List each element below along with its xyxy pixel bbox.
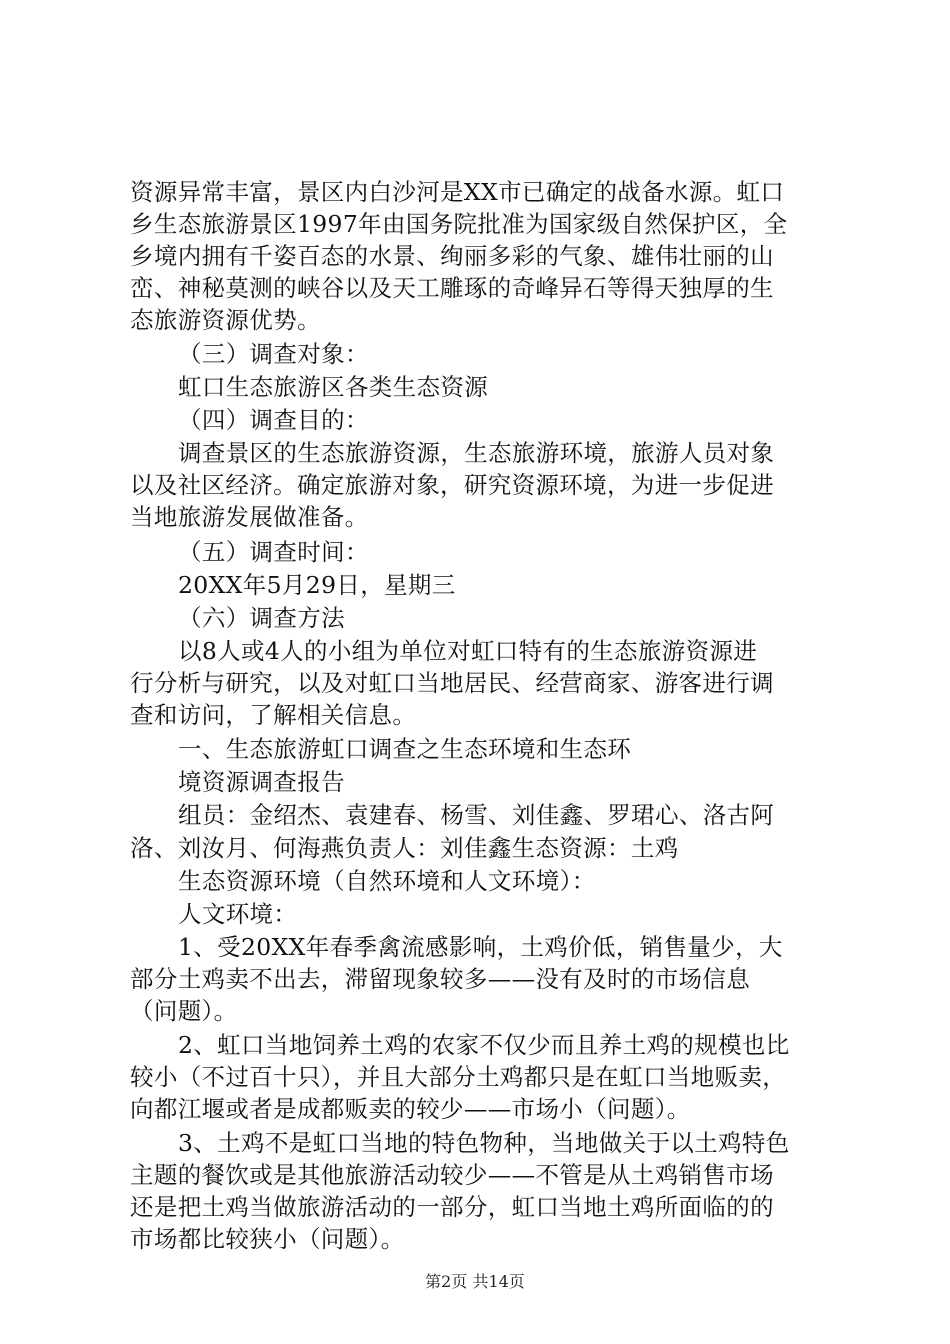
paragraph-line: 1、受20XX年春季禽流感影响，土鸡价低，销售量少，大: [178, 933, 783, 961]
paragraph-line: 20XX年5月29日，星期三: [178, 571, 456, 599]
paragraph-line: 主题的餐饮或是其他旅游活动较少——不管是从土鸡销售市场: [130, 1161, 774, 1189]
paragraph-line: 部分土鸡卖不出去，滞留现象较多——没有及时的市场信息: [130, 965, 751, 993]
paragraph-line: 较小（不过百十只），并且大部分土鸡都只是在虹口当地贩卖，: [130, 1063, 787, 1091]
section-heading: （四）调查目的：: [178, 406, 369, 434]
paragraph-line: 生态资源环境（自然环境和人文环境）：: [178, 867, 596, 895]
paragraph-line: 组员：金绍杰、袁建春、杨雪、刘佳鑫、罗珺心、洛古阿: [178, 801, 775, 829]
section-heading: 境资源调查报告: [178, 768, 345, 796]
page-number-footer: 第2页 共14页: [425, 1272, 525, 1291]
paragraph-line: 查和访问，了解相关信息。: [130, 701, 417, 729]
paragraph-line: 3、土鸡不是虹口当地的特色物种，当地做关于以土鸡特色: [178, 1129, 790, 1157]
paragraph-line: 以及社区经济。确定旅游对象，研究资源环境，为进一步促进: [130, 471, 774, 499]
paragraph-line: 2、虹口当地饲养土鸡的农家不仅少而且养土鸡的规模也比: [178, 1031, 790, 1059]
paragraph-line: 以8人或4人的小组为单位对虹口特有的生态旅游资源进: [178, 637, 758, 665]
paragraph-line: 乡生态旅游景区1997年由国务院批准为国家级自然保护区，全: [130, 210, 788, 238]
section-heading: （六）调查方法: [178, 604, 345, 632]
paragraph-line: 调查景区的生态旅游资源，生态旅游环境，旅游人员对象: [178, 439, 775, 467]
section-heading: 一、生态旅游虹口调查之生态环境和生态环: [178, 735, 632, 763]
paragraph-line: 虹口生态旅游区各类生态资源: [178, 373, 489, 401]
paragraph-line: 资源异常丰富，景区内白沙河是XX市已确定的战备水源。虹口: [130, 178, 785, 206]
paragraph-line: 洛、刘汝月、何海燕负责人：刘佳鑫生态资源：土鸡: [130, 834, 679, 862]
paragraph-line: 乡境内拥有千姿百态的水景、绚丽多彩的气象、雄伟壮丽的山: [130, 242, 774, 270]
paragraph-line: 峦、神秘莫测的峡谷以及天工雕琢的奇峰异石等得天独厚的生: [130, 274, 774, 302]
paragraph-line: 人文环境：: [178, 900, 298, 928]
section-heading: （五）调查时间：: [178, 538, 369, 566]
section-heading: （三）调查对象：: [178, 340, 369, 368]
paragraph-line: 行分析与研究，以及对虹口当地居民、经营商家、游客进行调: [130, 669, 774, 697]
paragraph-line: 态旅游资源优势。: [130, 306, 321, 334]
paragraph-line: 向都江堰或者是成都贩卖的较少——市场小（问题）。: [130, 1095, 691, 1123]
paragraph-line: 市场都比较狭小（问题）。: [130, 1225, 405, 1253]
paragraph-line: （问题）。: [130, 997, 238, 1025]
paragraph-line: 当地旅游发展做准备。: [130, 503, 369, 531]
paragraph-line: 还是把土鸡当做旅游活动的一部分，虹口当地土鸡所面临的的: [130, 1193, 774, 1221]
